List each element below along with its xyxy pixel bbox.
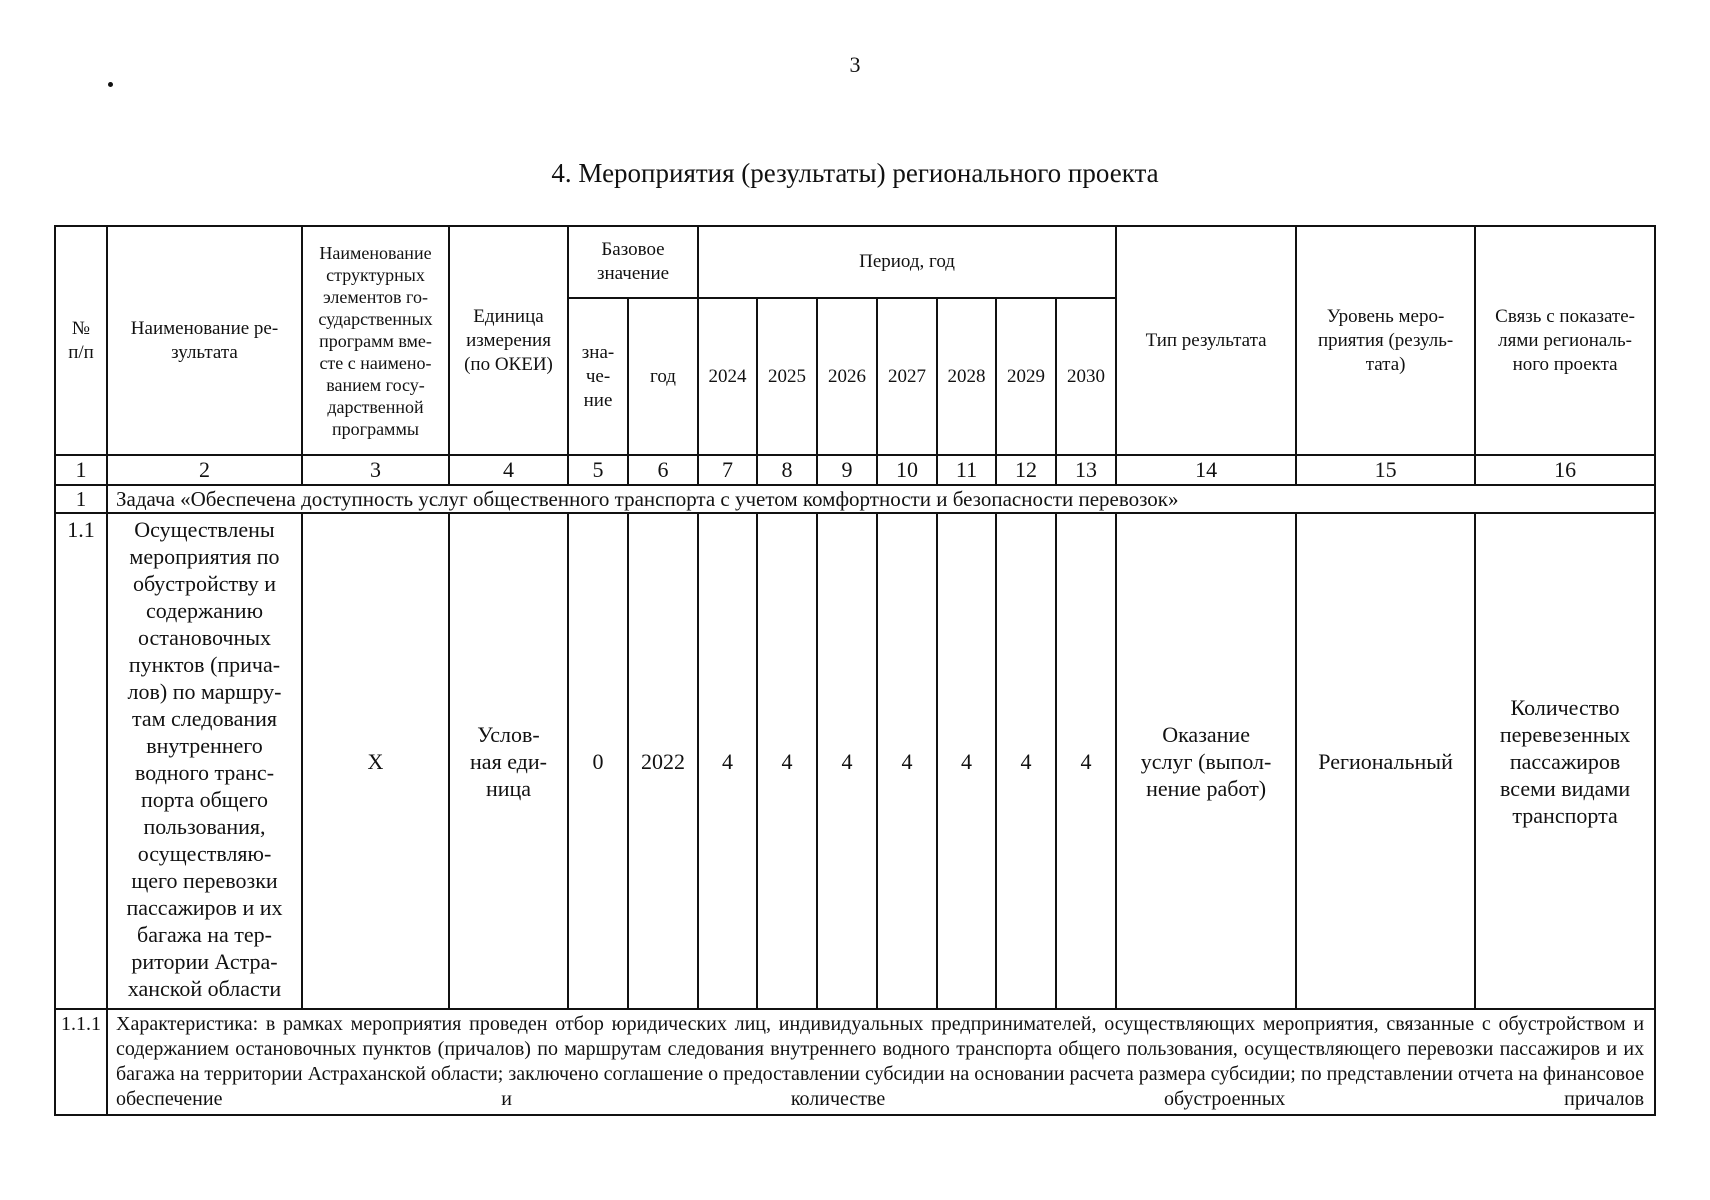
result-value-2029: 4 (996, 513, 1056, 1009)
result-level: Региональный (1296, 513, 1475, 1009)
result-structural-element: X (302, 513, 449, 1009)
column-number: 8 (757, 455, 817, 485)
column-number: 3 (302, 455, 449, 485)
result-indicator-link: Количество перевезенных пассажиров всеми видами транспорта (1475, 513, 1655, 1009)
header-base-value-value: зна- че- ние (568, 298, 628, 455)
header-period: Период, год (698, 226, 1116, 298)
column-number: 16 (1475, 455, 1655, 485)
column-number: 14 (1116, 455, 1296, 485)
result-value-2026: 4 (817, 513, 877, 1009)
page-number: 3 (849, 52, 861, 77)
column-number: 7 (698, 455, 757, 485)
header-year-2028: 2028 (937, 298, 996, 455)
column-number: 4 (449, 455, 568, 485)
characteristic-row (55, 1009, 1655, 1115)
header-link: Связь с показате- лями региональ- ного проекта (1475, 226, 1655, 455)
header-year-2025: 2025 (757, 298, 817, 455)
column-number: 11 (937, 455, 996, 485)
result-name: Осуществлены мероприятия по обустройству и содержанию остановочных пунктов (прича- лов) по маршру- там следования внутреннего водного транс- порта общего пользования, осуществляю- щего перевозки пассажиров и их багажа на тер- ритории Астра- ханской области (107, 513, 302, 1009)
column-number: 12 (996, 455, 1056, 485)
header-structural-elements: Наименование структурных элементов го- сударственных программ вме- сте с наимено- ванием госу- дарственной программы (302, 226, 449, 455)
column-number: 5 (568, 455, 628, 485)
result-unit: Услов- ная еди- ница (449, 513, 568, 1009)
result-value-2025: 4 (757, 513, 817, 1009)
task-seq: 1 (55, 485, 107, 513)
header-seq: № п/п (55, 226, 107, 455)
header-unit: Единица измерения (по ОКЕИ) (449, 226, 568, 455)
column-number: 15 (1296, 455, 1475, 485)
column-numbers-row (55, 455, 1655, 485)
characteristic-seq: 1.1.1 (55, 1009, 107, 1115)
result-value-2028: 4 (937, 513, 996, 1009)
result-value-2030: 4 (1056, 513, 1116, 1009)
stray-dot (108, 82, 113, 87)
result-base-year: 2022 (628, 513, 698, 1009)
result-type: Оказание услуг (выпол- нение работ) (1116, 513, 1296, 1009)
header-base-value-year: год (628, 298, 698, 455)
result-row (55, 513, 1655, 1009)
header-result-type: Тип результата (1116, 226, 1296, 455)
header-year-2024: 2024 (698, 298, 757, 455)
header-level: Уровень меро- приятия (резуль- тата) (1296, 226, 1475, 455)
header-year-2030: 2030 (1056, 298, 1116, 455)
column-number: 9 (817, 455, 877, 485)
column-number: 6 (628, 455, 698, 485)
document-title: 4. Мероприятия (результаты) регионального проекта (551, 158, 1159, 188)
result-base-value: 0 (568, 513, 628, 1009)
header-result-name: Наименование ре- зультата (107, 226, 302, 455)
column-number: 10 (877, 455, 937, 485)
column-number: 13 (1056, 455, 1116, 485)
results-table (54, 225, 1656, 1116)
characteristic-text: Характеристика: в рамках мероприятия проведен отбор юридических лиц, индивидуальных предпринимателей, осуществляющих мероприятия, связанные с обустройством и содержанием остановочных пунктов (причалов) по маршрутам следования внутреннего водного транспорта общего пользования, осуществляющего перевозки пассажиров и их багажа на территории Астраханской области; заключено соглашение о предоставлении субсидии на основании расчета размера субсидии; по представлении отчета на финансовое обеспечение и количестве обустроенных причалов (107, 1009, 1655, 1115)
result-value-2024: 4 (698, 513, 757, 1009)
header-year-2027: 2027 (877, 298, 937, 455)
header-year-2026: 2026 (817, 298, 877, 455)
column-number: 2 (107, 455, 302, 485)
header-year-2029: 2029 (996, 298, 1056, 455)
header-base-value: Базовое значение (568, 226, 698, 298)
task-text: Задача «Обеспечена доступность услуг общественного транспорта с учетом комфортности и безопасности перевозок» (107, 485, 1655, 513)
result-seq: 1.1 (55, 513, 107, 1009)
column-number: 1 (55, 455, 107, 485)
task-row (55, 485, 1655, 513)
result-value-2027: 4 (877, 513, 937, 1009)
header-row-1 (55, 226, 1655, 298)
